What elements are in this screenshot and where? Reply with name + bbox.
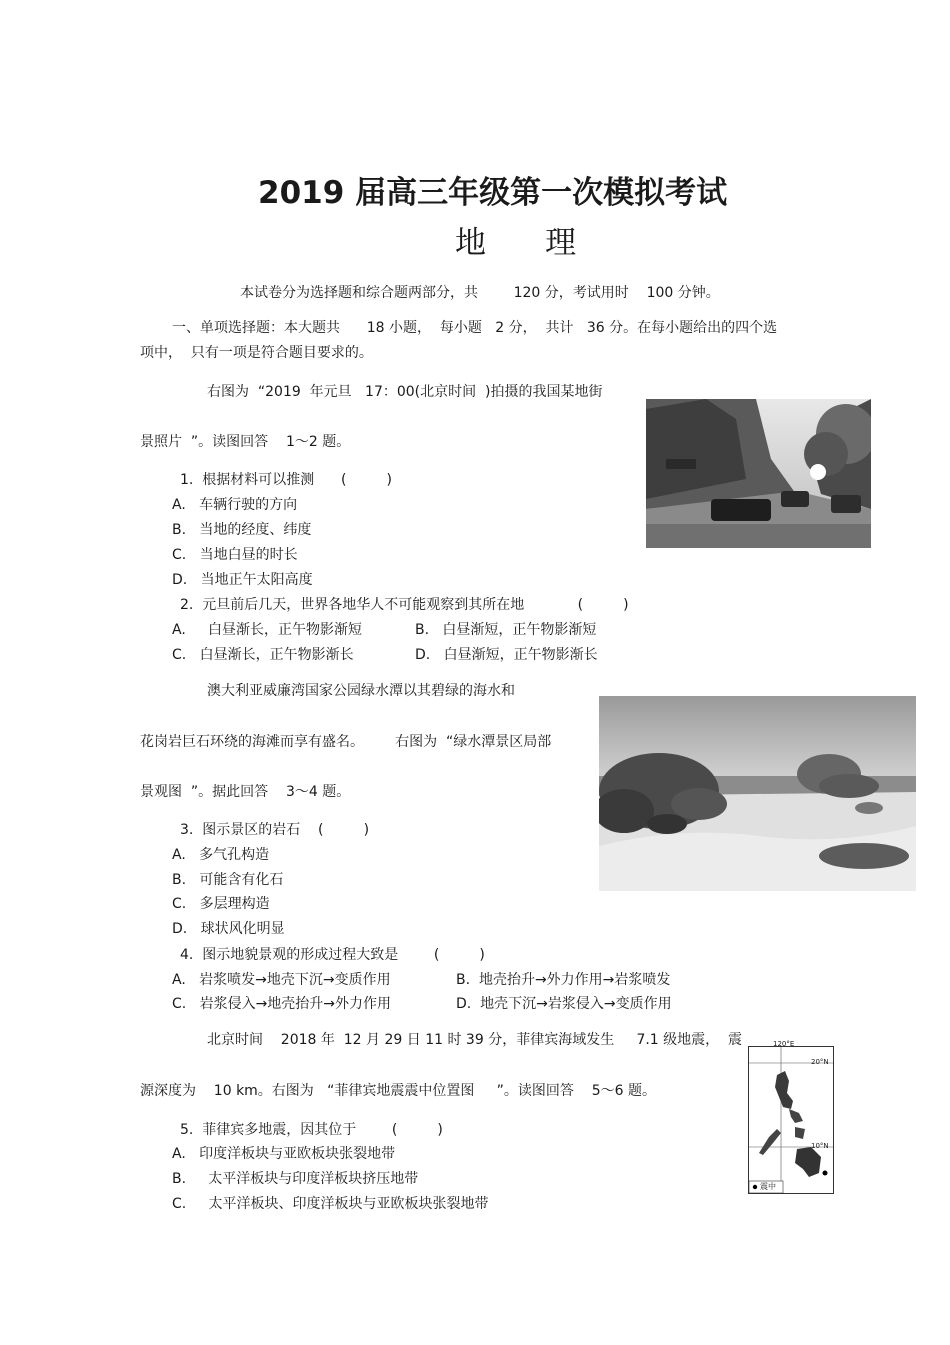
- question-3-stem: 3. 图示景区的岩石 ( ): [180, 822, 370, 838]
- q5-option-b[interactable]: B. 太平洋板块与印度洋板块挤压地带: [172, 1171, 419, 1187]
- q1-option-c[interactable]: C. 当地白昼的时长: [172, 547, 298, 563]
- question-4-stem: 4. 图示地貌景观的形成过程大致是 ( ): [180, 947, 485, 963]
- q1-option-a[interactable]: A. 车辆行驶的方向: [172, 497, 298, 513]
- map-lat-label-20: 20°N: [811, 1058, 829, 1066]
- subject-title: 地 理: [455, 225, 577, 261]
- q2-option-d[interactable]: D. 白昼渐短，正午物影渐长: [415, 647, 598, 663]
- group2-stem-line3: 景观图 ”。据此回答 3～4 题。: [140, 784, 351, 800]
- q4-option-a[interactable]: A. 岩浆喷发→地壳下沉→变质作用: [172, 972, 391, 988]
- beach-photo: [599, 696, 916, 891]
- question-5-stem: 5. 菲律宾多地震，因其位于 ( ): [180, 1122, 443, 1138]
- exam-intro: 本试卷分为选择题和综合题两部分，共 120 分，考试用时 100 分钟。: [240, 285, 720, 301]
- q3-option-a[interactable]: A. 多气孔构造: [172, 847, 270, 863]
- section-instructions-line1: 一、单项选择题：本大题共 18 小题， 每小题 2 分， 共计 36 分。在每小题给出的四个选: [172, 320, 778, 336]
- group2-stem-line2: 花岗岩巨石环绕的海滩而享有盛名。 右图为 “绿水潭景区局部: [140, 734, 552, 750]
- philippines-earthquake-map: [748, 1040, 834, 1194]
- group1-stem-line2: 景照片 ”。读图回答 1～2 题。: [140, 434, 351, 450]
- section-instructions-line2: 项中， 只有一项是符合题目要求的。: [140, 345, 373, 361]
- group3-stem-line1: 北京时间 2018 年 12 月 29 日 11 时 39 分，菲律宾海域发生 7.1 级地震， 震: [207, 1032, 743, 1048]
- question-2-stem: 2. 元旦前后几天，世界各地华人不可能观察到其所在地 ( ): [180, 597, 629, 613]
- q4-option-d[interactable]: D. 地壳下沉→岩浆侵入→变质作用: [456, 996, 672, 1012]
- q5-option-c[interactable]: C. 太平洋板块、印度洋板块与亚欧板块张裂地带: [172, 1196, 489, 1212]
- q4-option-c[interactable]: C. 岩浆侵入→地壳抬升→外力作用: [172, 996, 392, 1012]
- q1-option-b[interactable]: B. 当地的经度、纬度: [172, 522, 312, 538]
- q2-option-b[interactable]: B. 白昼渐短，正午物影渐短: [415, 622, 597, 638]
- q3-option-b[interactable]: B. 可能含有化石: [172, 872, 284, 888]
- map-lat-label-10: 10°N: [811, 1142, 829, 1150]
- map-legend-epicenter: 震中: [760, 1182, 776, 1191]
- map-lon-label: 120°E: [773, 1040, 795, 1048]
- q3-option-d[interactable]: D. 球状风化明显: [172, 921, 285, 937]
- q2-option-a[interactable]: A. 白昼渐长，正午物影渐短: [172, 622, 363, 638]
- q2-option-c[interactable]: C. 白昼渐长，正午物影渐长: [172, 647, 354, 663]
- group1-stem-line1: 右图为 “2019 年元旦 17：00(北京时间 )拍摄的我国某地街: [207, 384, 603, 400]
- q5-option-a[interactable]: A. 印度洋板块与亚欧板块张裂地带: [172, 1146, 396, 1162]
- street-photo: [646, 399, 871, 548]
- question-1-stem: 1. 根据材料可以推测 ( ): [180, 472, 392, 488]
- q3-option-c[interactable]: C. 多层理构造: [172, 896, 270, 912]
- group3-stem-line2: 源深度为 10 km。右图为 “菲律宾地震震中位置图 ”。读图回答 5～6 题。: [140, 1083, 656, 1099]
- exam-title: 2019 届高三年级第一次模拟考试: [258, 175, 728, 211]
- group2-stem-line1: 澳大利亚威廉湾国家公园绿水潭以其碧绿的海水和: [207, 683, 515, 699]
- q4-option-b[interactable]: B. 地壳抬升→外力作用→岩浆喷发: [456, 972, 671, 988]
- q1-option-d[interactable]: D. 当地正午太阳高度: [172, 572, 313, 588]
